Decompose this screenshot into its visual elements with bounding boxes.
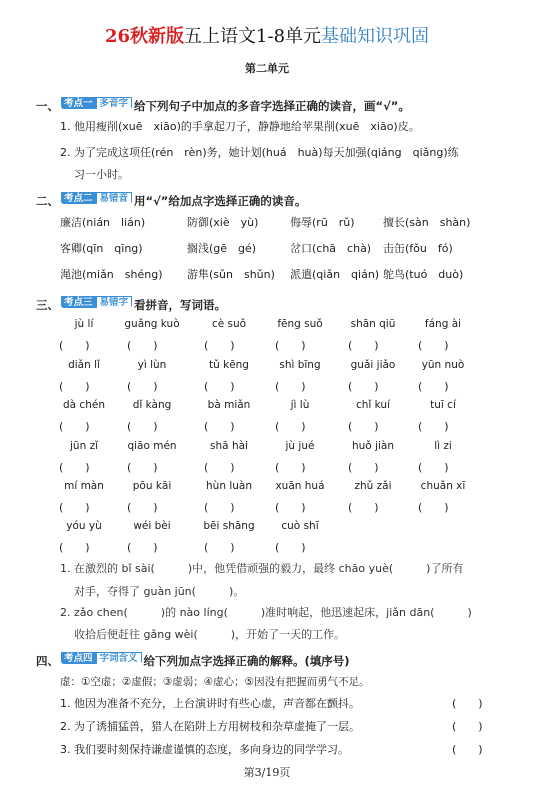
s3-answer-box[interactable]: ( ) xyxy=(348,339,379,352)
s3-answer-box[interactable]: ( ) xyxy=(275,420,306,433)
s3-pinyin-label: hùn luàn xyxy=(206,480,252,492)
s3-answer-box[interactable]: ( ) xyxy=(275,461,306,474)
s3-answer-box[interactable]: ( ) xyxy=(204,420,235,433)
s1-question-1: 1. 他用瘦削(xuē xiāo)的手拿起刀子，静静地给苹果削(xuē xiāo)皮。 xyxy=(60,120,420,133)
s2-word-choice[interactable]: 渑池(miǎn shéng) xyxy=(60,268,163,281)
s3-answer-box[interactable]: ( ) xyxy=(127,461,158,474)
s2-word-choice[interactable]: 客卿(qīn qīng) xyxy=(60,242,143,255)
s2-word-choice[interactable]: 鸵鸟(tuó duò) xyxy=(383,268,464,281)
unit-subtitle: 第二单元 xyxy=(245,62,289,75)
section-4-tag xyxy=(61,650,142,664)
title-red: 26秋新版 xyxy=(104,26,185,47)
section-2-text: 用“√”给加点字选择正确的读音。 xyxy=(134,194,307,208)
section-2-number: 二、 xyxy=(36,194,59,208)
tag-a: 考点四 xyxy=(61,652,96,664)
s3-pinyin-label: diǎn lǐ xyxy=(68,359,100,371)
s4-options: 虚：①空虚；②虚假；③虚弱；④虚心；⑤因没有把握而勇气不足。 xyxy=(60,676,370,688)
title-black: 五上语文1-8单元 xyxy=(184,26,322,47)
s1-question-2b: 习一小时。 xyxy=(74,168,129,181)
s3-answer-box[interactable]: ( ) xyxy=(127,339,158,352)
section-1-tag xyxy=(61,95,132,109)
tag-b: 易错音 xyxy=(96,192,133,204)
s3-pinyin-label: bēi shāng xyxy=(203,520,255,532)
tag-a: 考点三 xyxy=(61,296,96,308)
s3-pinyin-label: xuān huá xyxy=(275,480,325,492)
s3-answer-box[interactable]: ( ) xyxy=(275,339,306,352)
s3-para-1b: 对手，夺得了 guàn jūn( )。 xyxy=(74,585,245,598)
s3-answer-box[interactable]: ( ) xyxy=(275,541,306,554)
s3-answer-box[interactable]: ( ) xyxy=(204,461,235,474)
s2-word-choice[interactable]: 搁浅(gē gé) xyxy=(187,242,257,255)
section-3-number: 三、 xyxy=(36,298,59,312)
s3-para-2a: 2. zǎo chen( )的 nào líng( )准时响起，他迅速起床，jiǎn dān( ) xyxy=(60,606,472,619)
s3-pinyin-label: cè suǒ xyxy=(211,318,247,330)
s3-para-1a: 1. 在激烈的 bǐ sài( )中，他凭借顽强的毅力，最终 chāo yuè( )了所有 xyxy=(60,562,464,575)
s3-pinyin-label: yì lùn xyxy=(137,359,167,371)
s3-answer-box[interactable]: ( ) xyxy=(59,420,90,433)
s3-pinyin-label: shā hài xyxy=(210,440,248,452)
tag-b: 字词含义 xyxy=(96,652,142,664)
s3-pinyin-label: fáng ài xyxy=(424,318,462,330)
s2-word-choice[interactable]: 派遣(qiǎn qián) xyxy=(290,268,380,281)
s3-answer-box[interactable]: ( ) xyxy=(418,501,449,514)
s3-answer-box[interactable]: ( ) xyxy=(59,380,90,393)
s2-word-choice[interactable]: 廉洁(nián lián) xyxy=(60,216,146,229)
s3-pinyin-label: chǐ kuí xyxy=(355,399,390,411)
s3-pinyin-label: fēng suǒ xyxy=(277,318,323,330)
tag-a: 考点二 xyxy=(61,192,96,204)
s3-answer-box[interactable]: ( ) xyxy=(348,380,379,393)
s3-pinyin-label: guǎi jiǎo xyxy=(350,359,396,371)
s3-answer-box[interactable]: ( ) xyxy=(418,339,449,352)
section-4-number: 四、 xyxy=(36,654,59,668)
s3-answer-box[interactable]: ( ) xyxy=(59,339,90,352)
s3-answer-box[interactable]: ( ) xyxy=(418,461,449,474)
s3-answer-box[interactable]: ( ) xyxy=(204,501,235,514)
s3-pinyin-label: shì bīng xyxy=(279,359,321,371)
s3-pinyin-label: jù jué xyxy=(285,440,315,452)
s3-pinyin-label: yóu yù xyxy=(66,520,102,532)
s3-answer-box[interactable]: ( ) xyxy=(204,541,235,554)
section-2-heading xyxy=(36,190,306,209)
s4-question: 3. 我们要时刻保持谦虚谨慎的态度，多向身边的同学学习。 xyxy=(60,743,349,756)
s4-answer-box[interactable]: ( ) xyxy=(452,743,483,756)
s3-pinyin-label: tǔ kēng xyxy=(209,359,249,371)
s3-pinyin-label: lì zi xyxy=(434,440,452,452)
s3-pinyin-label: shān qiū xyxy=(350,318,396,330)
s2-word-choice[interactable]: 防御(xiè yù) xyxy=(187,216,259,229)
s3-pinyin-label: dà chén xyxy=(63,399,105,411)
s2-word-choice[interactable]: 侮辱(rū rǔ) xyxy=(290,216,355,229)
s1-question-2a: 2. 为了完成这项任(rén rèn)务，她计划(huá huà)每天加强(qiáng qiǎng)练 xyxy=(60,146,459,159)
s3-para-2b: 收拾后便赶往 gǎng wèi( )，开始了一天的工作。 xyxy=(74,628,346,641)
tag-b: 易错字 xyxy=(96,296,133,308)
section-4-text: 给下列加点字选择正确的解释。(填序号) xyxy=(143,654,350,668)
s3-pinyin-label: jì lù xyxy=(290,399,310,411)
s3-answer-box[interactable]: ( ) xyxy=(418,380,449,393)
s3-answer-box[interactable]: ( ) xyxy=(418,420,449,433)
section-1-text: 给下列句子中加点的多音字选择正确的读音，画“√”。 xyxy=(134,99,410,113)
s3-answer-box[interactable]: ( ) xyxy=(127,380,158,393)
s4-answer-box[interactable]: ( ) xyxy=(452,697,483,710)
section-1-heading xyxy=(36,95,410,114)
s3-pinyin-label: cuò shī xyxy=(281,520,319,532)
s3-pinyin-label: dǐ kàng xyxy=(132,399,172,411)
tag-b: 多音字 xyxy=(96,97,133,109)
s4-question: 1. 他因为准备不充分，上台演讲时有些心虚，声音都在颤抖。 xyxy=(60,697,360,710)
s3-answer-box[interactable]: ( ) xyxy=(127,541,158,554)
title-blue: 基础知识巩固 xyxy=(321,26,430,47)
s3-answer-box[interactable]: ( ) xyxy=(204,380,235,393)
s3-pinyin-label: chuǎn xī xyxy=(420,480,466,492)
section-1-number: 一、 xyxy=(36,99,59,113)
s3-pinyin-label: huǒ jiàn xyxy=(352,440,394,452)
s3-answer-box[interactable]: ( ) xyxy=(275,501,306,514)
s3-answer-box[interactable]: ( ) xyxy=(59,501,90,514)
s3-pinyin-label: mí màn xyxy=(64,480,104,492)
s2-word-choice[interactable]: 岔口(chā chà) xyxy=(290,242,372,255)
s3-pinyin-label: jù lí xyxy=(74,318,94,330)
tag-a: 考点一 xyxy=(61,97,96,109)
s3-answer-box[interactable]: ( ) xyxy=(59,541,90,554)
s3-pinyin-label: pōu kāi xyxy=(132,480,172,492)
s3-pinyin-label: qiāo mén xyxy=(127,440,177,452)
section-3-heading xyxy=(36,294,226,313)
s3-answer-box[interactable]: ( ) xyxy=(348,420,379,433)
s3-answer-box[interactable]: ( ) xyxy=(59,461,90,474)
section-4-heading xyxy=(36,650,350,669)
s3-answer-box[interactable]: ( ) xyxy=(275,380,306,393)
s3-pinyin-label: jūn zǐ xyxy=(70,440,98,452)
s2-word-choice[interactable]: 擅长(sàn shàn) xyxy=(383,216,471,229)
s3-pinyin-label: zhǔ zǎi xyxy=(354,480,392,492)
s3-answer-box[interactable]: ( ) xyxy=(127,420,158,433)
s3-pinyin-label: yūn nuò xyxy=(421,359,465,371)
s4-answer-box[interactable]: ( ) xyxy=(452,720,483,733)
section-3-tag xyxy=(61,294,132,308)
page-title xyxy=(0,22,534,48)
s3-pinyin-label: tuī cí xyxy=(430,399,456,411)
s3-pinyin-label: guǎng kuò xyxy=(124,318,180,330)
s3-answer-box[interactable]: ( ) xyxy=(348,461,379,474)
page-number: 第3/19页 xyxy=(243,766,291,779)
s4-question: 2. 为了诱捕猛兽，猎人在陷阱上方用树枝和杂草虚掩了一层。 xyxy=(60,720,360,733)
s3-answer-box[interactable]: ( ) xyxy=(127,501,158,514)
s3-answer-box[interactable]: ( ) xyxy=(348,501,379,514)
s2-word-choice[interactable]: 游隼(sǔn shǔn) xyxy=(187,268,275,281)
s3-pinyin-label: bà miǎn xyxy=(207,399,251,411)
s2-word-choice[interactable]: 击缶(fǒu fó) xyxy=(383,242,453,255)
section-3-text: 看拼音，写词语。 xyxy=(134,298,227,312)
s3-pinyin-label: wéi bèi xyxy=(133,520,171,532)
section-2-tag xyxy=(61,190,132,204)
s3-answer-box[interactable]: ( ) xyxy=(204,339,235,352)
